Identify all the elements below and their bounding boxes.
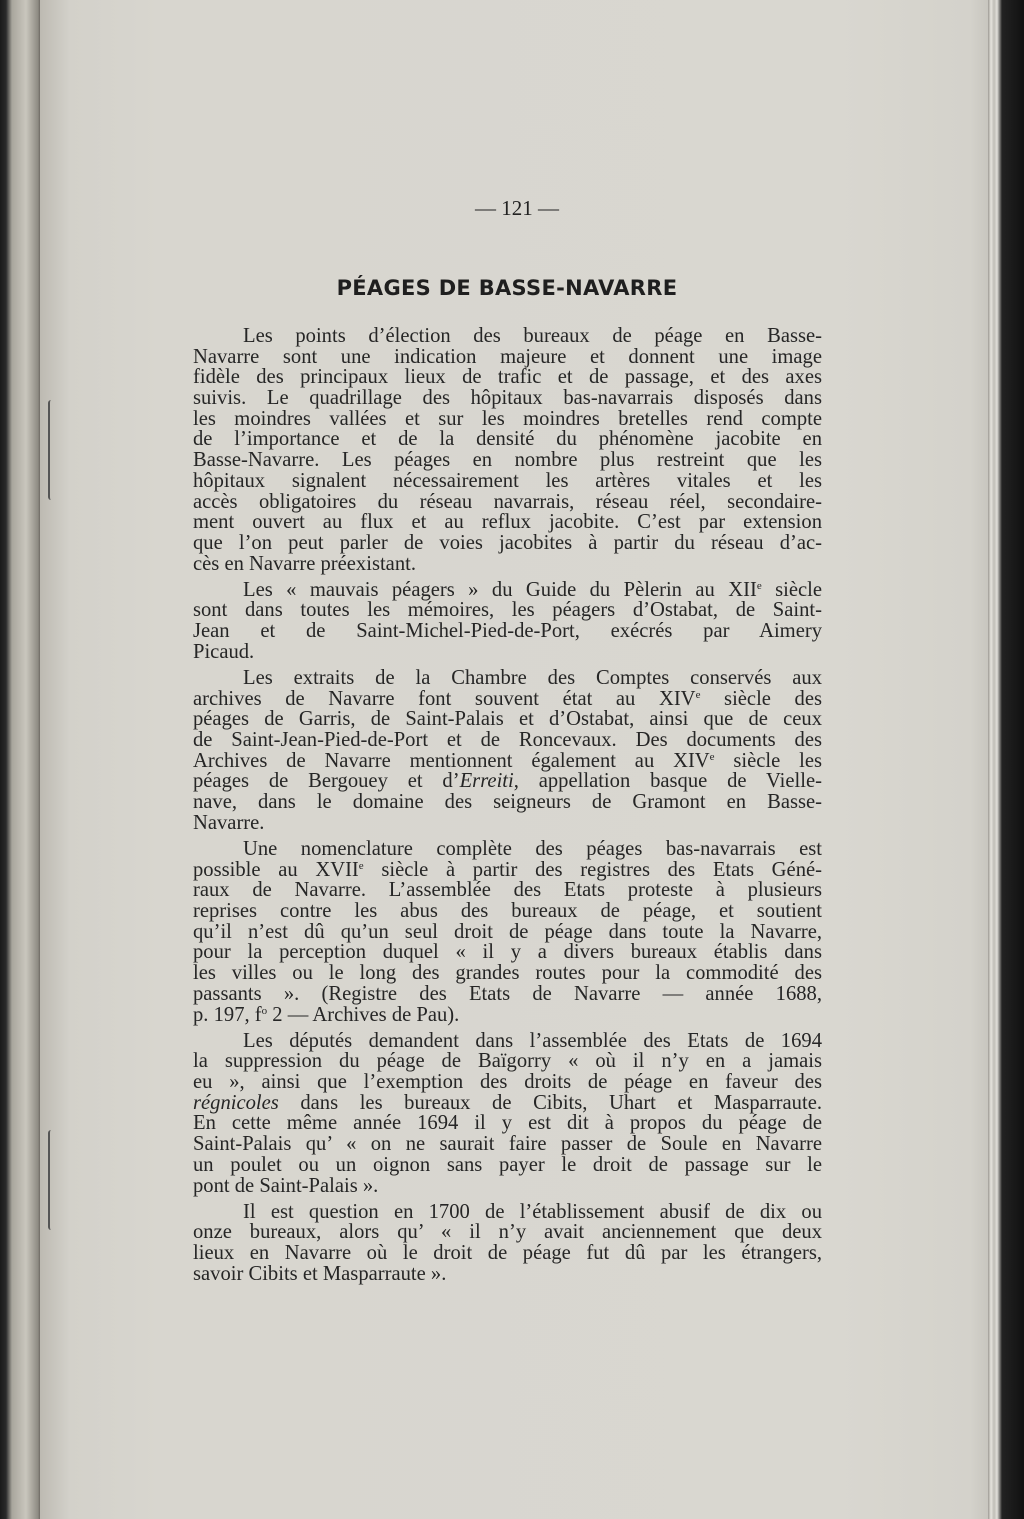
text-line: la suppression du péage de Baïgorry « où il n’y en a jamais [193, 1050, 822, 1073]
text-span: péages de Bergouey et d’ [193, 770, 460, 793]
text-line: les moindres vallées et sur les moindres bretelles rend compte [193, 407, 822, 430]
superscript: e [709, 750, 715, 763]
text-line: savoir Cibits et Masparraute ». [193, 1262, 447, 1285]
text-line: cès en Navarre préexistant. [193, 552, 416, 575]
body-text [193, 326, 822, 1290]
text-line: passants ». (Registre des Etats de Navarre — année 1688, [193, 982, 822, 1005]
text-line: Une nomenclature complète des péages bas-navarrais est [243, 838, 822, 860]
text-line [193, 751, 822, 772]
right-page-edges [988, 0, 1024, 1519]
page-number: — 121 — [475, 196, 559, 220]
text-line: eu », ainsi que l’exemption des droits de péage en faveur des [193, 1071, 822, 1094]
text-span: possible au XVII [193, 858, 359, 881]
text-line: les villes ou le long des grandes routes pour la commodité des [193, 962, 822, 985]
text-line: Les points d’élection des bureaux de péage en Basse- [243, 325, 822, 347]
text-line: nave, dans le domaine des seigneurs de Gramont en Basse- [193, 791, 822, 814]
text-line: Jean et de Saint-Michel-Pied-de-Port, exécrés par Aimery [193, 620, 822, 643]
left-page-edge [0, 0, 40, 1519]
italic-text: régnicoles [193, 1091, 279, 1114]
text-line: Navarre. [193, 811, 265, 834]
text-line: En cette même année 1694 il y est dit à propos du péage de [193, 1112, 822, 1135]
text-line: pont de Saint-Palais ». [193, 1174, 379, 1197]
text-line: Les députés demandent dans l’assemblée des Etats de 1694 [243, 1029, 822, 1052]
paragraph [193, 668, 822, 834]
text-line: de Saint-Jean-Pied-de-Port et de Roncevaux. Des documents des [193, 729, 822, 752]
text-span: siècle à partir des registres des Etats Géné- [363, 858, 822, 881]
text-line: lieux en Navarre où le droit de péage fut dû par les étrangers, [193, 1242, 822, 1265]
text-line: un poulet ou un oignon sans payer le droit de passage sur le [193, 1153, 822, 1176]
text-line [193, 771, 822, 792]
text-line: Picaud. [193, 640, 255, 663]
text-span: 2 — Archives de Pau). [267, 1003, 460, 1026]
superscript: e [756, 579, 762, 592]
text-span: siècle les [714, 749, 822, 772]
text-line: que l’on peut parler de voies jacobites à partir du réseau d’ac- [193, 531, 822, 554]
text-line: ment ouvert au flux et au reflux jacobite. C’est par extension [193, 511, 822, 534]
italic-text: Erreiti [459, 770, 514, 793]
text-line: hôpitaux signalent nécessairement les artères vitales et les [193, 469, 822, 492]
text-line: pour la perception duquel « il y a divers bureaux établis dans [193, 941, 822, 964]
text-span: p. 197, f [193, 1003, 262, 1026]
text-span: dans les bureaux de Cibits, Uhart et Masparraute. [278, 1091, 822, 1114]
text-line [193, 689, 822, 710]
page-title: PÉAGES DE BASSE-NAVARRE [336, 276, 678, 300]
text-line: sont dans toutes les mémoires, les péagers d’Ostabat, de Saint- [193, 599, 822, 622]
text-line: Les extraits de la Chambre des Comptes conservés aux [243, 667, 822, 689]
text-line [193, 1093, 822, 1114]
text-line: suivis. Le quadrillage des hôpitaux bas-navarrais disposés dans [193, 387, 822, 410]
text-span: Archives de Navarre mentionnent également au XIV [193, 749, 710, 772]
text-line: Basse-Navarre. Les péages en nombre plus restreint que les [193, 449, 822, 472]
text-line: péages de Garris, de Saint-Palais et d’Ostabat, ainsi que de ceux [193, 708, 822, 731]
text-line: Navarre sont une indication majeure et donnent une image [193, 345, 822, 368]
text-span: Les « mauvais péagers » du Guide du Pèlerin au XII [243, 578, 757, 601]
paragraph [193, 326, 822, 574]
text-line: fidèle des principaux lieux de trafic et de passage, et des axes [193, 366, 822, 389]
text-line [193, 580, 822, 601]
paragraph [193, 1202, 822, 1285]
text-line: reprises contre les abus des bureaux de péage, et soutient [193, 900, 822, 923]
paragraph [193, 580, 822, 663]
text-line [193, 1005, 822, 1026]
text-span: archives de Navarre font souvent état au XIV [193, 687, 696, 710]
text-line [193, 860, 822, 881]
text-span: siècle [761, 578, 823, 601]
text-line: Saint-Palais qu’ « on ne saurait faire passer de Soule en Navarre [193, 1133, 822, 1156]
text-line: qu’il n’est dû qu’un seul droit de péage dans toute la Navarre, [193, 920, 822, 943]
text-line: raux de Navarre. L’assemblée des Etats proteste à plusieurs [193, 879, 822, 902]
paragraph [193, 839, 822, 1025]
text-span: , appellation basque de Vielle- [513, 770, 822, 793]
staple-bottom [48, 1130, 58, 1230]
text-line: onze bureaux, alors qu’ « il n’y avait anciennement que deux [193, 1221, 822, 1244]
superscript: e [695, 688, 701, 701]
paragraph [193, 1031, 822, 1197]
staple-top [48, 400, 58, 500]
text-span: siècle des [700, 687, 822, 710]
superscript: o [261, 1004, 268, 1017]
text-line: de l’importance et de la densité du phénomène jacobite en [193, 428, 822, 451]
superscript: e [358, 859, 364, 872]
text-line: Il est question en 1700 de l’établissement abusif de dix ou [243, 1200, 822, 1223]
text-line: accès obligatoires du réseau navarrais, réseau réel, secondaire- [193, 490, 822, 513]
